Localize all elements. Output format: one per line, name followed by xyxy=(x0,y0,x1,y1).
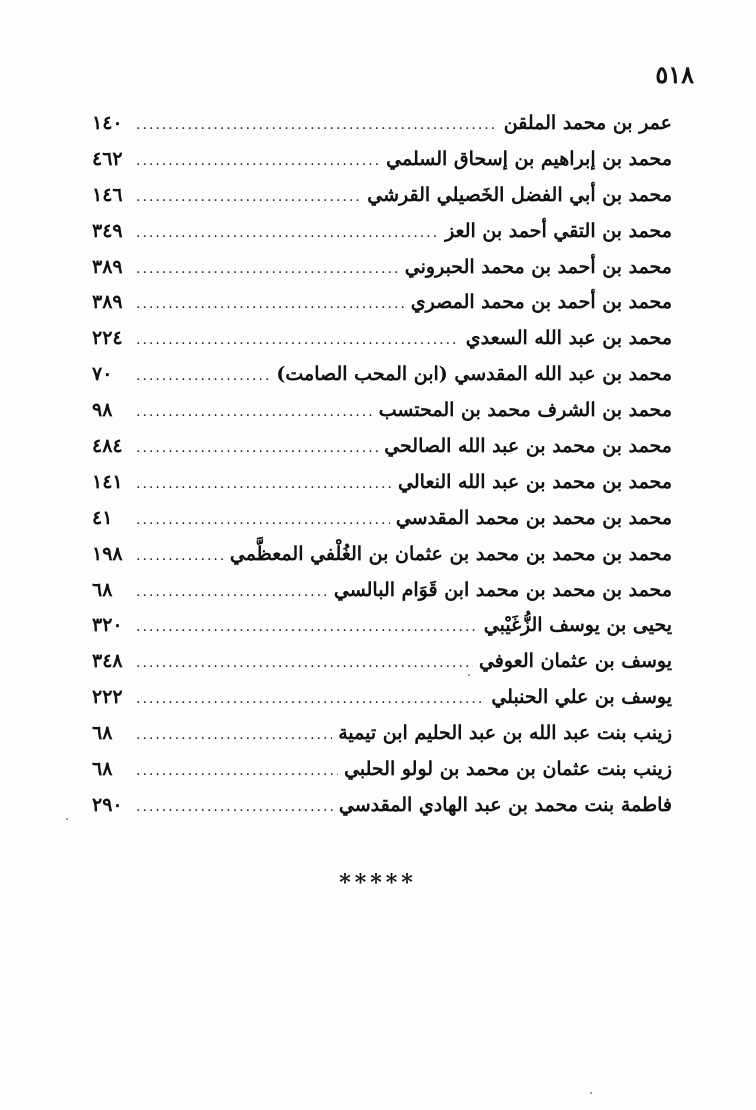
entry-page-number: ٦٨ xyxy=(92,722,113,745)
entry-page-number: ٦٨ xyxy=(92,758,113,781)
entry-name: يوسف بن علي الحنبلي xyxy=(491,686,672,709)
leader-dots xyxy=(136,153,380,169)
page-number: ٥١٨ xyxy=(655,60,694,89)
leader-dots xyxy=(136,584,328,600)
leader-dots xyxy=(136,117,498,133)
entry-page-number: ٢٢٤ xyxy=(92,327,123,350)
leader-dots xyxy=(136,512,390,528)
entry-name: محمد بن عبد الله المقدسي (ابن المحب الصامت) xyxy=(276,363,672,386)
index-entry xyxy=(92,112,672,148)
leader-dots xyxy=(136,476,392,492)
index-list xyxy=(92,112,672,830)
index-entry xyxy=(92,399,672,435)
leader-dots xyxy=(136,763,338,779)
entry-name: محمد بن أحمد بن محمد الحبروني xyxy=(404,255,672,278)
leader-dots xyxy=(136,655,473,671)
leader-dots xyxy=(136,261,399,277)
index-entry xyxy=(92,148,672,184)
entry-name: محمد بن عبد الله السعدي xyxy=(465,327,672,350)
entry-name: محمد بن التقي أحمد بن العز xyxy=(445,219,672,242)
entry-name: عمر بن محمد الملقن xyxy=(503,112,672,134)
entry-page-number: ٢٢٢ xyxy=(92,686,123,709)
index-entry xyxy=(92,327,672,363)
index-entry xyxy=(92,363,672,399)
entry-name: محمد بن محمد بن محمد ابن قَوَام البالسي xyxy=(333,578,672,601)
index-entry xyxy=(92,256,672,292)
entry-page-number: ٣٨٩ xyxy=(92,291,123,314)
index-entry xyxy=(92,435,672,471)
entry-page-number: ٤٨٤ xyxy=(92,435,123,458)
index-entry xyxy=(92,686,672,722)
index-entry xyxy=(92,758,672,794)
index-entry xyxy=(92,794,672,830)
entry-page-number: ٩٨ xyxy=(92,399,113,422)
entry-page-number: ١٤١ xyxy=(92,470,123,493)
entry-page-number: ٤١ xyxy=(92,506,113,529)
leader-dots xyxy=(136,332,460,348)
index-entry xyxy=(92,543,672,579)
entry-page-number: ١٩٨ xyxy=(92,542,123,565)
index-entry xyxy=(92,579,672,615)
scan-speck xyxy=(468,674,470,676)
entry-name: محمد بن أبي الفضل الخَصيلي القرشي xyxy=(367,183,672,206)
leader-dots xyxy=(136,548,224,564)
leader-dots xyxy=(136,296,405,312)
index-entry xyxy=(92,507,672,543)
entry-name: محمد بن إبراهيم بن إسحاق السلمي xyxy=(386,147,672,170)
index-entry xyxy=(92,650,672,686)
index-entry xyxy=(92,471,672,507)
leader-dots xyxy=(136,727,332,743)
entry-page-number: ٢٩٠ xyxy=(92,793,123,816)
entry-name: محمد بن محمد بن محمد بن عثمان بن الغُلْفي المعظَّمي xyxy=(229,542,672,565)
entry-page-number: ٣٢٠ xyxy=(92,614,123,637)
entry-name: محمد بن محمد بن محمد المقدسي xyxy=(395,506,672,529)
leader-dots xyxy=(136,691,485,707)
entry-name: محمد بن محمد بن عبد الله النعالي xyxy=(398,470,672,493)
index-entry xyxy=(92,722,672,758)
index-entry xyxy=(92,291,672,327)
index-entry xyxy=(92,220,672,256)
leader-dots xyxy=(136,619,478,635)
entry-page-number: ٦٨ xyxy=(92,578,113,601)
leader-dots xyxy=(136,404,373,420)
index-entry xyxy=(92,184,672,220)
entry-name: يوسف بن عثمان العوفي xyxy=(478,650,672,673)
leader-dots xyxy=(136,799,333,815)
entry-page-number: ٧٠ xyxy=(92,363,113,386)
entry-name: يحيى بن يوسف الزُّغَيْبي xyxy=(483,614,672,637)
leader-dots xyxy=(136,368,270,384)
entry-page-number: ٣٤٨ xyxy=(92,650,123,673)
entry-page-number: ٣٨٩ xyxy=(92,255,123,278)
leader-dots xyxy=(136,189,361,205)
entry-page-number: ١٤٦ xyxy=(92,183,123,206)
scan-speck xyxy=(590,1092,592,1094)
entry-name: فاطمة بنت محمد بن عبد الهادي المقدسي xyxy=(338,793,672,816)
index-entry xyxy=(92,614,672,650)
entry-name: محمد بن محمد بن عبد الله الصالحي xyxy=(384,435,672,458)
entry-name: محمد بن أحمد بن محمد المصري xyxy=(410,291,672,314)
entry-page-number: ٣٤٩ xyxy=(92,219,123,242)
section-end-asterisks: ***** xyxy=(339,870,417,896)
entry-name: محمد بن الشرف محمد بن المحتسب xyxy=(378,399,672,422)
entry-name: زينب بنت عبد الله بن عبد الحليم ابن تيمية xyxy=(338,722,672,745)
scan-speck xyxy=(66,818,68,820)
leader-dots xyxy=(136,440,378,456)
entry-page-number: ٤٦٢ xyxy=(92,147,123,170)
entry-page-number: ١٤٠ xyxy=(92,112,123,134)
entry-name: زينب بنت عثمان بن محمد بن لولو الحلبي xyxy=(344,758,672,781)
leader-dots xyxy=(136,225,439,241)
